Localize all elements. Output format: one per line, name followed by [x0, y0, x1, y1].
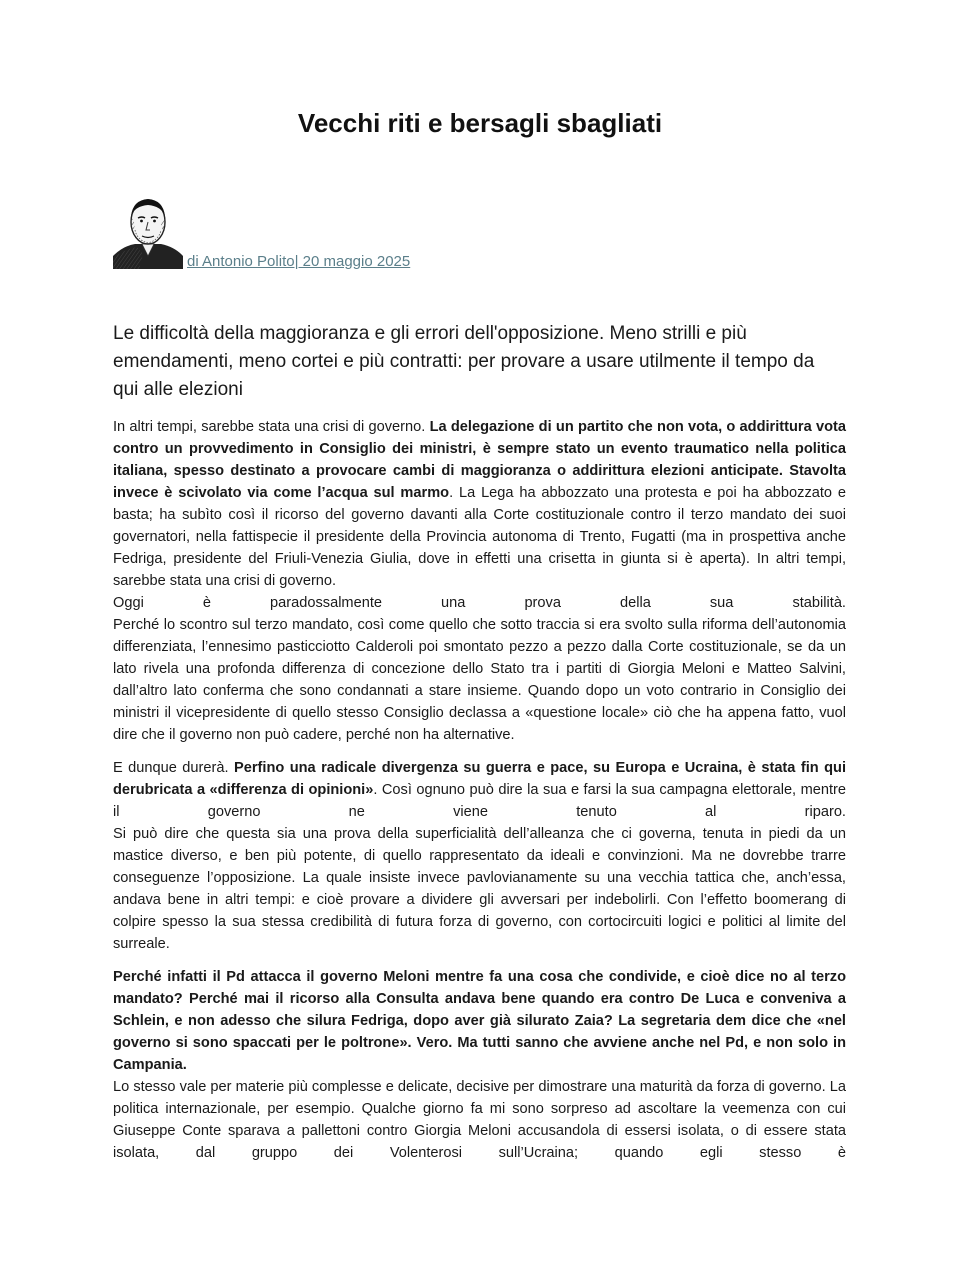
paragraph-2-main: [113, 757, 846, 823]
p3-text-b: Lo stesso vale per materie più complesse e delicate, decisive per dimostrare una maturità da forza di governo. La politica internazionale, per esempio. Qualche giorno fa mi sono sorpreso ad ascoltare la veemenza con cui Giuseppe Conte sparava a pallettoni contro Giorgia Meloni accusandola di essersi isolata, o di essere stata isolata, dal gruppo dei Volenterosi sull’Ucraina; quando egli stesso è: [113, 1079, 846, 1161]
p2-text-c: . Così ognuno può dire la sua e farsi la sua campagna elettorale, mentre il governo ne viene tenuto al riparo.: [113, 782, 846, 820]
p3-bold: Perché infatti il Pd attacca il governo Meloni mentre fa una cosa che condivide, e cioè dice no al terzo mandato? Perché mai il ricorso alla Consulta andava bene quando era contro De Luca e conveniva a Schlein, e non adesso che silura Fedriga, dopo aver già silurato Zaia? La segretaria dem dice che «nel governo si sono spaccati per le poltrone». Vero. Ma tutti sanno che avviene anche nel Pd, e non solo in Campania.: [113, 969, 846, 1073]
paragraph-1-main: [113, 416, 846, 592]
p1-text-d: Oggi è paradossalmente una prova della sua stabilità.: [113, 595, 846, 611]
p2-bold: Perfino una radicale divergenza su guerra e pace, su Europa e Ucraina, è stata fin qui derubricata a «differenza di opinioni»: [113, 760, 846, 798]
paragraph-3: [113, 966, 846, 1164]
p1-text-e: Perché lo scontro sul terzo mandato, così come quello che sotto traccia si era svolto sulla riforma dell’autonomia differenziata, l’ennesimo pasticciotto Calderoli poi smontato pezzo a pezzo dalla Corte costituzionale, se da un lato rivela una profonda differenza di concezione dello Stato tra i partiti di Giorgia Meloni e Matteo Salvini, dall’altro lato conferma che sono condannati a stare insieme. Quando dopo un voto contrario in Consiglio dei ministri il vicepresidente di quello stesso Consiglio declassa a «questione locale» ciò che ha appena fatto, vuol dire che il governo non può cadere, perché non ha alternative.: [113, 617, 846, 743]
article-title: Vecchi riti e bersagli sbagliati: [297, 108, 663, 138]
p1-text-c: . La Lega ha abbozzato una protesta e poi ha abbozzato e basta; ha subìto così il ricorso del governo davanti alla Corte costituzionale contro il terzo mandato dei suoi governatori, nella fattispecie il presidente della Provincia autonoma di Trento, Fugatti (ma in prospettiva anche Fedriga, presidente del Friuli-Venezia Giulia, dove in effetti una crisetta in giunta si è aperta). In altri tempi, sarebbe stata una crisi di governo.: [113, 485, 846, 589]
author-portrait-icon: [113, 194, 183, 269]
paragraph-1: [113, 416, 846, 746]
p2-text-d: Si può dire che questa sia una prova della superficialità dell’alleanza che ci governa, tenuta in piedi da un mastice diverso, e ben più potente, di quello rappresentato da ideali e convinzioni. Ma ne dovrebbe trarre conseguenze l’opposizione. La quale insiste invece pavlovianamente su una vecchia tattica che, anch’essa, andava bene in altri tempi: e cioè provare a dividere gli avversari per indebolirli. Con l’effetto boomerang di colpire spesso la sua stessa credibilità di futura forza di governo, con cortocircuiti logici e politici al limite del surreale.: [113, 826, 846, 952]
article-lead: Le difficoltà della maggioranza e gli errori dell'opposizione. Meno strilli e più emendamenti, meno cortei e più contratti: per provare a usare utilmente il tempo da qui alle elezioni: [113, 323, 815, 400]
p1-text-a: In altri tempi, sarebbe stata una crisi di governo.: [113, 419, 430, 435]
article-body: [113, 416, 846, 1175]
p2-text-a: E dunque durerà.: [113, 760, 234, 776]
p1-bold: La delegazione di un partito che non vota, o addirittura vota contro un provvedimento in Consiglio dei ministri, è sempre stato un evento traumatico nella politica italiana, spesso destinato a provocare cambi di maggioranza o addirittura elezioni anticipate. Stavolta invece è scivolato via come l’acqua sul marmo: [113, 419, 846, 501]
byline-link[interactable]: di Antonio Polito| 20 maggio 2025: [187, 253, 411, 270]
paragraph-2: [113, 757, 846, 955]
